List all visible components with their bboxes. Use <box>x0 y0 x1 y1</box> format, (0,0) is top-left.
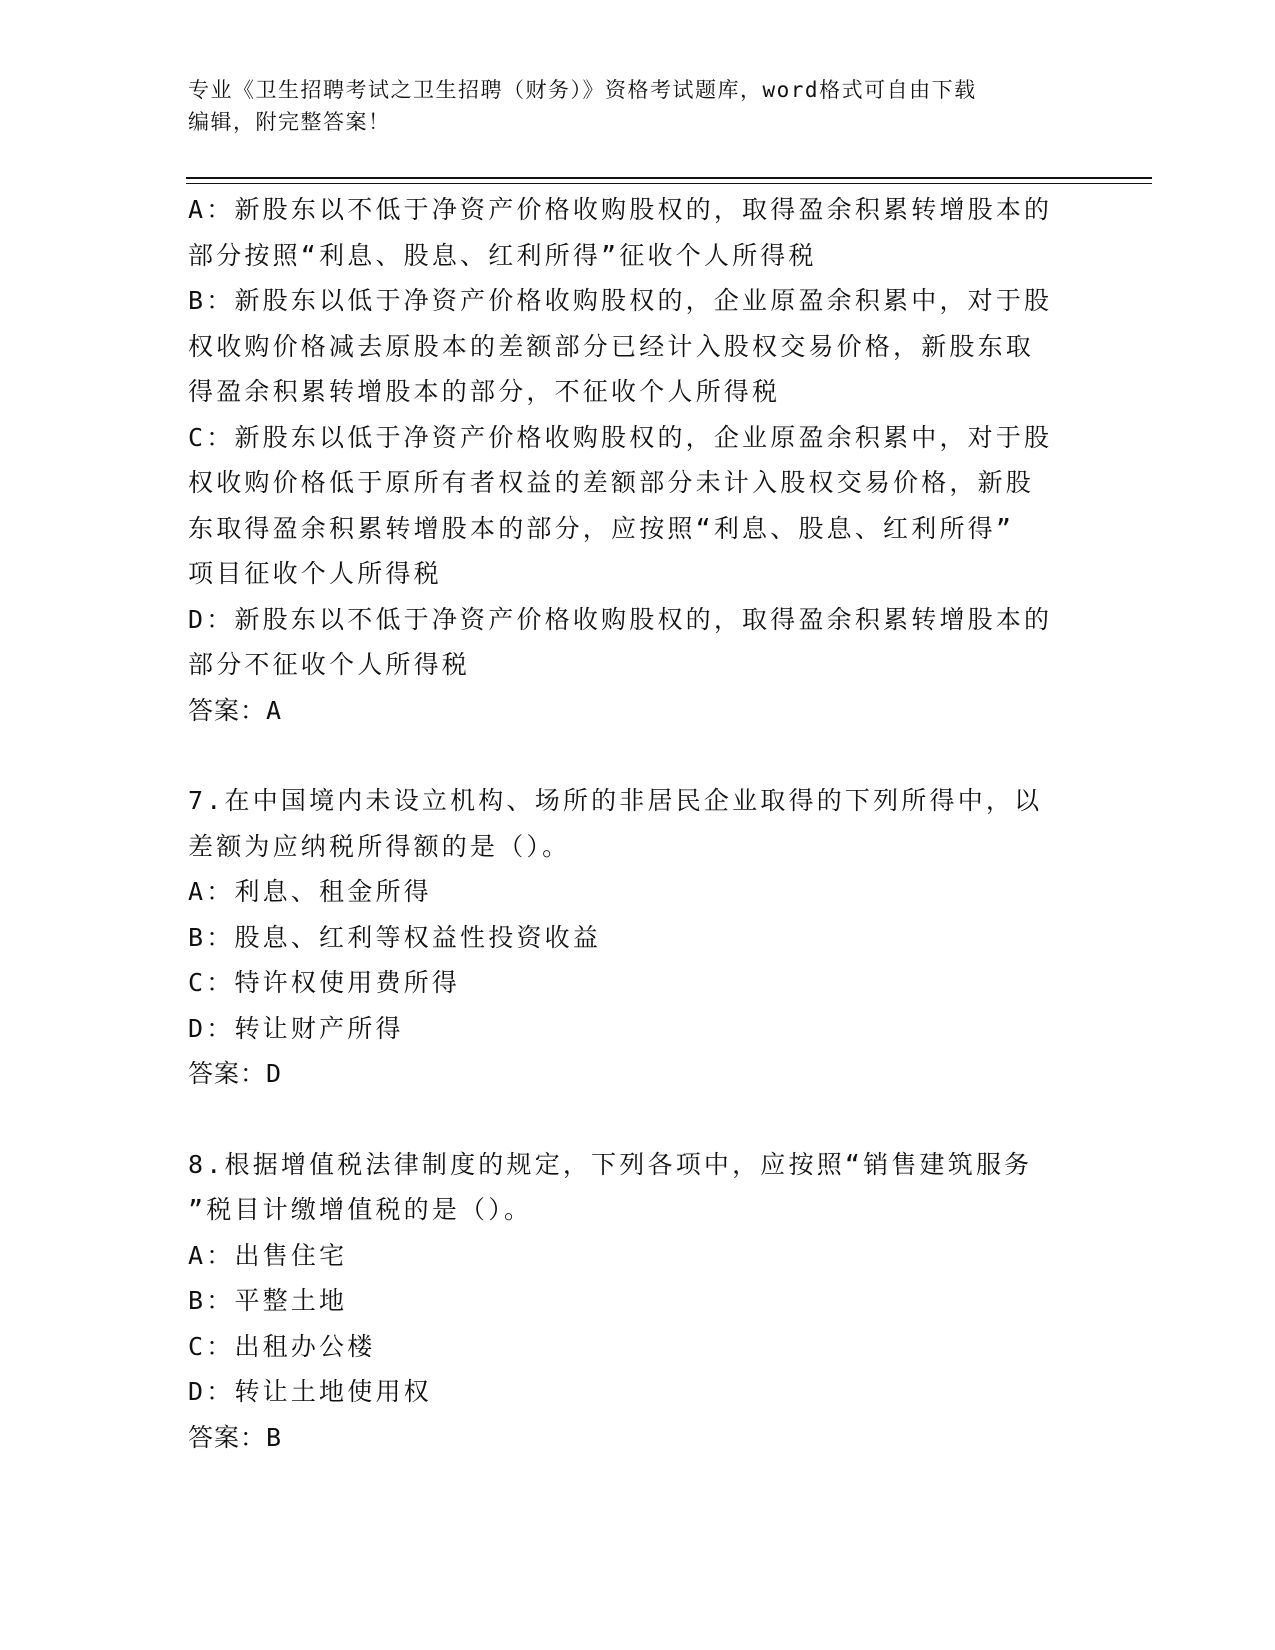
question-7 <box>188 778 1068 1097</box>
option-b-line: 权收购价格减去原股本的差额部分已经计入股权交易价格，新股东取 <box>188 331 1035 361</box>
option-c-line: 东取得盈余积累转增股本的部分，应按照“利息、股息、红利所得” <box>188 513 1015 543</box>
question-6 <box>188 187 1068 733</box>
answer-value: D <box>266 1059 283 1088</box>
option-a-line: A：新股东以不低于净资产价格收购股权的，取得盈余积累转增股本的 <box>188 195 1053 224</box>
question-content <box>188 187 1068 1460</box>
option-c-line: C：新股东以低于净资产价格收购股权的，企业原盈余积累中，对于股 <box>188 422 1053 452</box>
answer-line <box>188 1051 1068 1097</box>
header-line-2: 编辑，附完整答案！ <box>188 110 391 134</box>
answer-label: 答案： <box>188 1059 267 1088</box>
answer-line <box>188 688 1068 734</box>
question-stem-line: ”税目计缴增值税的是（）。 <box>188 1195 533 1224</box>
option-d: D：转让财产所得 <box>188 1013 404 1043</box>
question-stem-line: 差额为应纳税所得额的是（）。 <box>188 831 571 861</box>
option-b-line: B：新股东以低于净资产价格收购股权的，企业原盈余积累中，对于股 <box>188 286 1053 315</box>
answer-label: 答案： <box>188 1422 267 1452</box>
question-stem-line: 7.在中国境内未设立机构、场所的非居民企业取得的下列所得中，以 <box>188 786 1043 815</box>
question-spacer <box>188 1097 1068 1142</box>
option-c-line: 权收购价格低于原所有者权益的差额部分未计入股权交易价格，新股 <box>188 468 1035 497</box>
option-a: A：出售住宅 <box>188 1240 348 1270</box>
option-d-line: 部分不征收个人所得税 <box>188 650 471 679</box>
answer-value: B <box>266 1422 283 1452</box>
header-rule-thin <box>186 183 1152 184</box>
option-a: A：利息、租金所得 <box>188 877 432 906</box>
answer-value: A <box>266 695 283 725</box>
answer-line <box>188 1415 1068 1461</box>
option-a-line: 部分按照“利息、股息、红利所得”征收个人所得税 <box>188 240 817 270</box>
option-c: C：出租办公楼 <box>188 1331 376 1361</box>
option-d: D：转让土地使用权 <box>188 1377 432 1406</box>
question-8 <box>188 1142 1068 1461</box>
header-line-1: 专业《卫生招聘考试之卫生招聘（财务）》资格考试题库，word格式可自由下载 <box>188 78 977 102</box>
option-b-line: 得盈余积累转增股本的部分，不征收个人所得税 <box>188 377 781 406</box>
option-d-line: D：新股东以不低于净资产价格收购股权的，取得盈余积累转增股本的 <box>188 604 1053 634</box>
question-stem-line: 8.根据增值税法律制度的规定，下列各项中，应按照“销售建筑服务 <box>188 1149 1033 1179</box>
document-header <box>188 74 1068 138</box>
header-rule-thick <box>186 177 1152 179</box>
answer-label: 答案： <box>188 695 267 725</box>
question-spacer <box>188 733 1068 778</box>
option-c: C：特许权使用费所得 <box>188 968 461 997</box>
option-b: B：股息、红利等权益性投资收益 <box>188 922 602 952</box>
option-b: B：平整土地 <box>188 1286 348 1315</box>
option-c-line: 项目征收个人所得税 <box>188 559 442 588</box>
